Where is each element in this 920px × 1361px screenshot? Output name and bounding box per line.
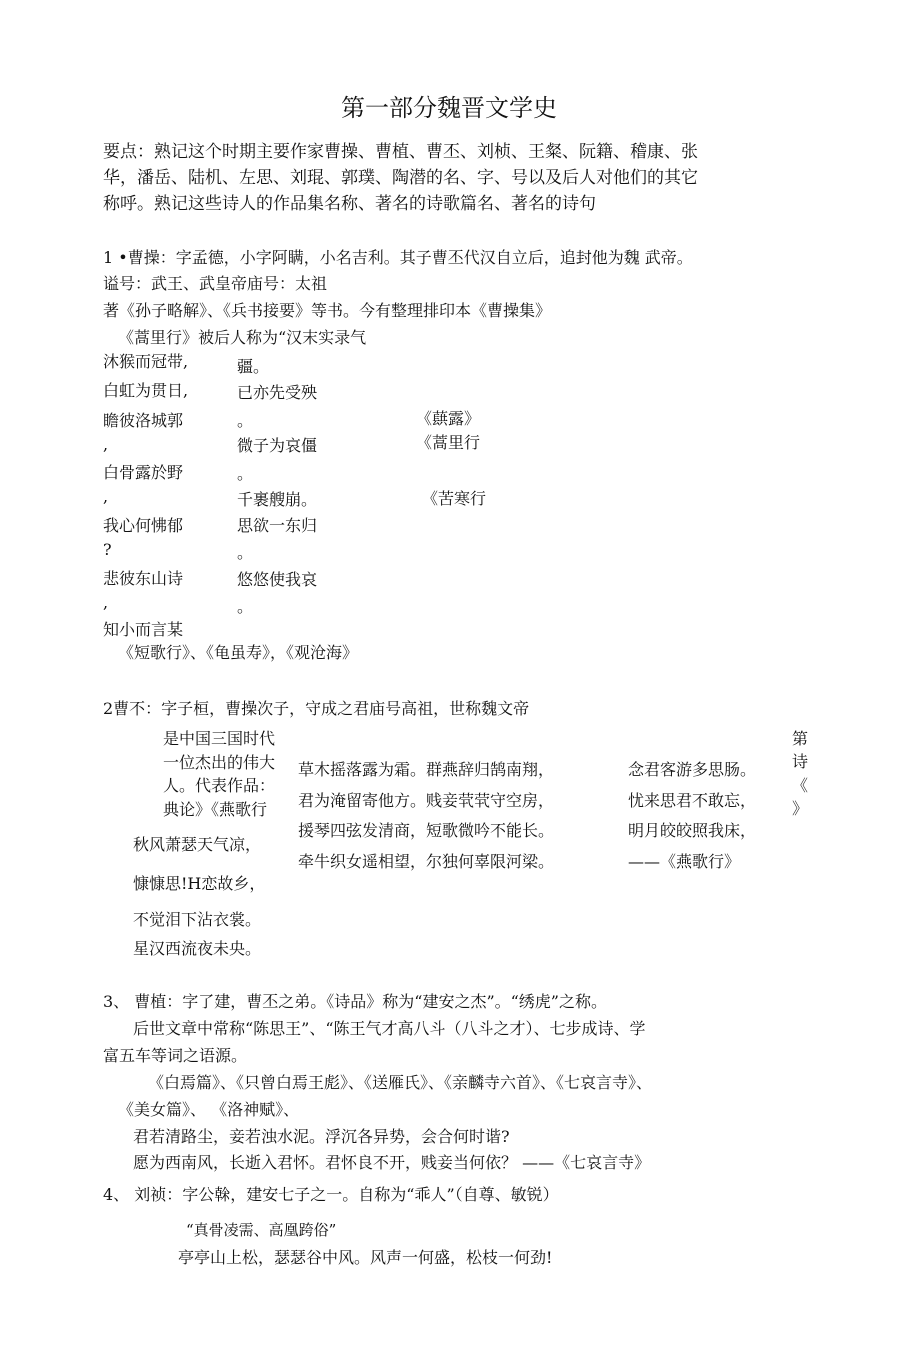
side-char: 第 [792, 729, 809, 748]
page-title: 第一部分魏晋文学史 [341, 94, 557, 122]
poem-col1-line: ? [103, 540, 112, 559]
yange-left-line: 秋风萧瑟天气凉， [133, 835, 262, 854]
section-4-poem: 亭亭山上松，瑟瑟谷中风。风声一何盛，松枝一何劲! [178, 1248, 553, 1267]
yange-left-line: 不觉泪下沾衣裳。 [133, 910, 262, 929]
poem-col2-line: 千裹艘崩。 [237, 490, 318, 509]
poem-title: 《蕻露》 [416, 409, 481, 428]
poem-col2-line: 思欲一东归 [237, 516, 318, 535]
poem-col2-line: 微子为哀僵 [237, 436, 318, 455]
side-char: 》 [792, 799, 809, 818]
side-char: 《 [792, 776, 809, 795]
poem-title: 《苦寒行 [422, 489, 487, 508]
side-char: 诗 [792, 752, 809, 771]
poem-col2-line: 疆。 [237, 357, 270, 376]
poem-col1-line: 我心何怫郁 [103, 516, 184, 535]
yange-mid-line: 牵牛织女遥相望，尔独何辜限河梁。 [298, 852, 555, 871]
yange-mid-line: 草木摇落露为霜。群燕辞归鹄南翔， [298, 760, 555, 779]
section-2-desc: 人。代表作品： [163, 776, 276, 795]
yange-left-line: 星汉西流夜未央。 [133, 939, 262, 958]
yange-right-line: 忧来思君不敢忘， [628, 791, 757, 810]
section-1-works: 《短歌行》、《龟虽寿》，《观沧海》 [118, 643, 359, 662]
yange-right-line: 明月皎皎照我床， [628, 821, 757, 840]
poem-col1-line: 知小而言某 [103, 620, 184, 639]
poem-col2-line: 已亦先受殃 [237, 383, 318, 402]
poem-col2-line: 。 [237, 411, 254, 430]
section-3-poem: 君若清路尘，妾若浊水泥。浮沉各异势，会合何时谐? [133, 1127, 510, 1146]
intro-line: 华，潘岳、陆机、左思、刘琨、郭璞、陶潜的名、字、号以及后人对他们的其它 [103, 168, 698, 188]
section-3-heading: 3、 曹植：字了建，曹丕之弟。《诗品》称为“建安之杰”。“绣虎”之称。 [103, 992, 607, 1011]
poem-col1-line: 沐猴而冠带, [103, 352, 189, 371]
section-2-desc: 一位杰出的伟大 [163, 753, 276, 772]
section-2-heading: 2曹不：字子桓，曹操次子，守成之君庙号高祖，世称魏文帝 [103, 699, 530, 718]
intro-line: 要点：熟记这个时期主要作家曹操、曹植、曹丕、刘桢、王粲、阮籍、稽康、张 [103, 142, 698, 162]
section-3-works: 《美女篇》、 《洛神赋》、 [118, 1100, 300, 1119]
poem-col1-line: , [103, 593, 109, 612]
intro-line: 称呼。熟记这些诗人的作品集名称、著名的诗歌篇名、著名的诗句 [103, 194, 596, 214]
section-1-line: 《蒿里行》被后人称为“汉末实录气 [118, 328, 367, 347]
section-3-works: 《白焉篇》、《只曾白焉王彪》、《送雁氏》、《亲麟寺六首》、《七哀言寺》、 [148, 1073, 653, 1092]
poem-col1-line: 白虹为贯日, [103, 381, 189, 400]
section-2-desc: 是中国三国时代 [163, 729, 276, 748]
poem-col2-line: 。 [237, 597, 254, 616]
section-3-line: 后世文章中常称“陈思王”、“陈王气才高八斗（八斗之才）、七步成诗、学 [133, 1019, 646, 1038]
yange-right-line: 念君客游多思肠。 [628, 760, 757, 779]
section-4-heading: 4、 刘祯：字公榦，建安七子之一。自称为“乖人”（自尊、敏锐） [103, 1185, 559, 1204]
yange-mid-line: 援琴四弦发清商，短歌微吟不能长。 [298, 821, 555, 840]
poem-col1-line: , [103, 487, 109, 506]
poem-col2-line: 。 [237, 543, 254, 562]
section-1-heading: 1 •曹操：字孟德，小字阿瞒，小名吉利。其子曹丕代汉自立后，追封他为魏 武帝。 [103, 248, 693, 267]
poem-col2-line: 悠悠使我哀 [237, 570, 318, 589]
yange-mid-line: 君为淹留寄他方。贱妾茕茕守空房， [298, 791, 555, 810]
section-3-line: 富五车等词之语源。 [103, 1046, 248, 1065]
yange-left-line: 慷慷思!H恋故乡， [133, 874, 266, 893]
section-1-line: 谥号：武王、武皇帝庙号：太祖 [103, 274, 328, 293]
section-2-desc: 典论》《燕歌行 [163, 800, 268, 819]
section-1-line: 著《孙子略解》、《兵书接要》等书。今有整理排印本《曹操集》 [103, 301, 552, 320]
yange-right-line: ——《燕歌行》 [628, 852, 741, 871]
poem-col1-line: 悲彼东山诗 [103, 569, 184, 588]
poem-col1-line: 瞻彼洛城郭 [103, 411, 184, 430]
poem-col2-line: 。 [237, 464, 254, 483]
poem-col1-line: 白骨露於野 [103, 463, 184, 482]
poem-col1-line: , [103, 435, 109, 454]
section-4-quote: “真骨凌需、高凰跨俗” [186, 1221, 337, 1239]
section-3-poem: 愿为西南风，长逝入君怀。君怀良不开，贱妾当何依？ ——《七哀言寺》 [133, 1153, 651, 1172]
poem-title: 《蒿里行 [416, 433, 481, 452]
